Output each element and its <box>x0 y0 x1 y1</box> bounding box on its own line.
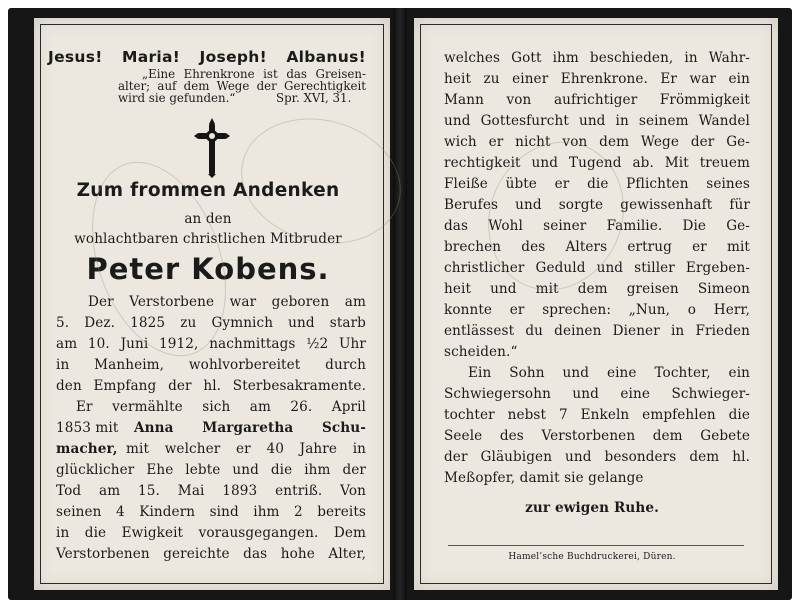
left-body-line-12: in die Ewigkeit vorausgegangen. Dem <box>56 525 366 541</box>
left-body-line-11: seinen 4 Kindern sind ihm 2 bereits <box>56 504 366 520</box>
right-body-line-21: Meßopfer, damit sie gelange <box>444 470 644 486</box>
right-body-line-16: Ein Sohn und eine Tochter, ein <box>468 365 750 381</box>
printer-imprint: Hamel’sche Buchdruckerei, Düren. <box>508 552 676 562</box>
right-body-line-9: das Wohl seiner Familie. Die Ge- <box>444 218 750 234</box>
cross-icon <box>194 118 230 178</box>
right-body-line-17: Schwiegersohn und eine Schwieger- <box>444 386 750 402</box>
right-body-line-1: welches Gott ihm beschieden, in Wahr- <box>444 50 750 66</box>
left-body-line-13: Verstorbenen gereichte das hohe Alter, <box>56 546 366 562</box>
right-body-line-12: heit und mit dem greisen Simeon <box>444 281 750 297</box>
quote-reference: Spr. XVI, 31. <box>276 91 352 105</box>
right-body-line-20: der Gläubigen und besonders dem hl. <box>444 449 750 465</box>
right-body-line-18: tochter nebst 7 Enkeln empfehlen die <box>444 407 750 423</box>
right-body-line-14: entlässest du deinen Diener in Frieden <box>444 323 750 339</box>
left-body-line-5: den Empfang der hl. Sterbesakramente. <box>56 378 366 394</box>
left-body-line-3: am 10. Juni 1912, nachmittags ½2 Uhr <box>56 336 366 352</box>
card-fold <box>393 8 407 600</box>
memorial-title: Zum frommen Andenken <box>76 180 340 201</box>
header-invocation: Jesus! Maria! Joseph! Albanus! <box>48 48 366 66</box>
left-body-line-7a: 1853 mit <box>56 420 119 436</box>
right-body-line-7: Fleiße übte er die Pflichten seines <box>444 176 750 192</box>
right-body-line-2: heit zu einer Ehrenkrone. Er war ein <box>444 71 750 87</box>
right-body-line-8: Berufes und sorgte gewissenhaft für <box>444 197 750 213</box>
closing-line: zur ewigen Ruhe. <box>525 500 659 516</box>
right-body-line-15: scheiden.“ <box>444 344 518 360</box>
subtitle-epithet: wohlachtbaren christlichen Mitbruder <box>74 231 342 247</box>
spouse-name-cont: macher, <box>56 441 118 457</box>
left-body-line-9: glücklicher Ehe lebte und die ihm der <box>56 462 366 478</box>
right-body-line-19: Seele des Verstorbenen dem Gebete <box>444 428 750 444</box>
right-body-line-4: und Gottesfurcht und in seinem Wandel <box>444 113 750 129</box>
subtitle-an-den: an den <box>184 211 232 227</box>
right-body-line-6: rechtigkeit und Tugend ab. Mit treuem <box>444 155 750 171</box>
right-body-line-3: Mann von aufrichtiger Frömmigkeit <box>444 92 750 108</box>
left-body-line-2: 5. Dez. 1825 zu Gymnich und starb <box>56 315 366 331</box>
right-body-line-5: wich er nicht von dem Wege der Ge- <box>444 134 750 150</box>
printer-separator <box>448 545 744 546</box>
right-body-line-11: christlicher Geduld und stiller Ergeben- <box>444 260 750 276</box>
quote-line-2: alter; auf dem Wege der Gerechtigkeit <box>118 79 366 93</box>
left-body-line-8: mit welcher er 40 Jahre in <box>126 441 366 457</box>
left-body-line-10: Tod am 15. Mai 1893 entriß. Von <box>56 483 366 499</box>
spouse-name: Anna Margaretha Schu- <box>134 420 366 436</box>
quote-line-3: wird sie gefunden.“ <box>118 91 236 105</box>
left-body-line-4: in Manheim, wohlvorbereitet durch <box>56 357 366 373</box>
quote-line-1: „Eine Ehrenkrone ist das Greisen- <box>142 67 366 81</box>
deceased-name: Peter Kobens. <box>86 252 330 286</box>
right-body-line-10: brechen des Alters ertrug er mit <box>444 239 750 255</box>
right-body-line-13: konnte er sprechen: „Nun, o Herr, <box>444 302 750 318</box>
left-body-line-6: Er vermählte sich am 26. April <box>76 399 366 415</box>
left-body-line-1: Der Verstorbene war geboren am <box>88 294 366 310</box>
